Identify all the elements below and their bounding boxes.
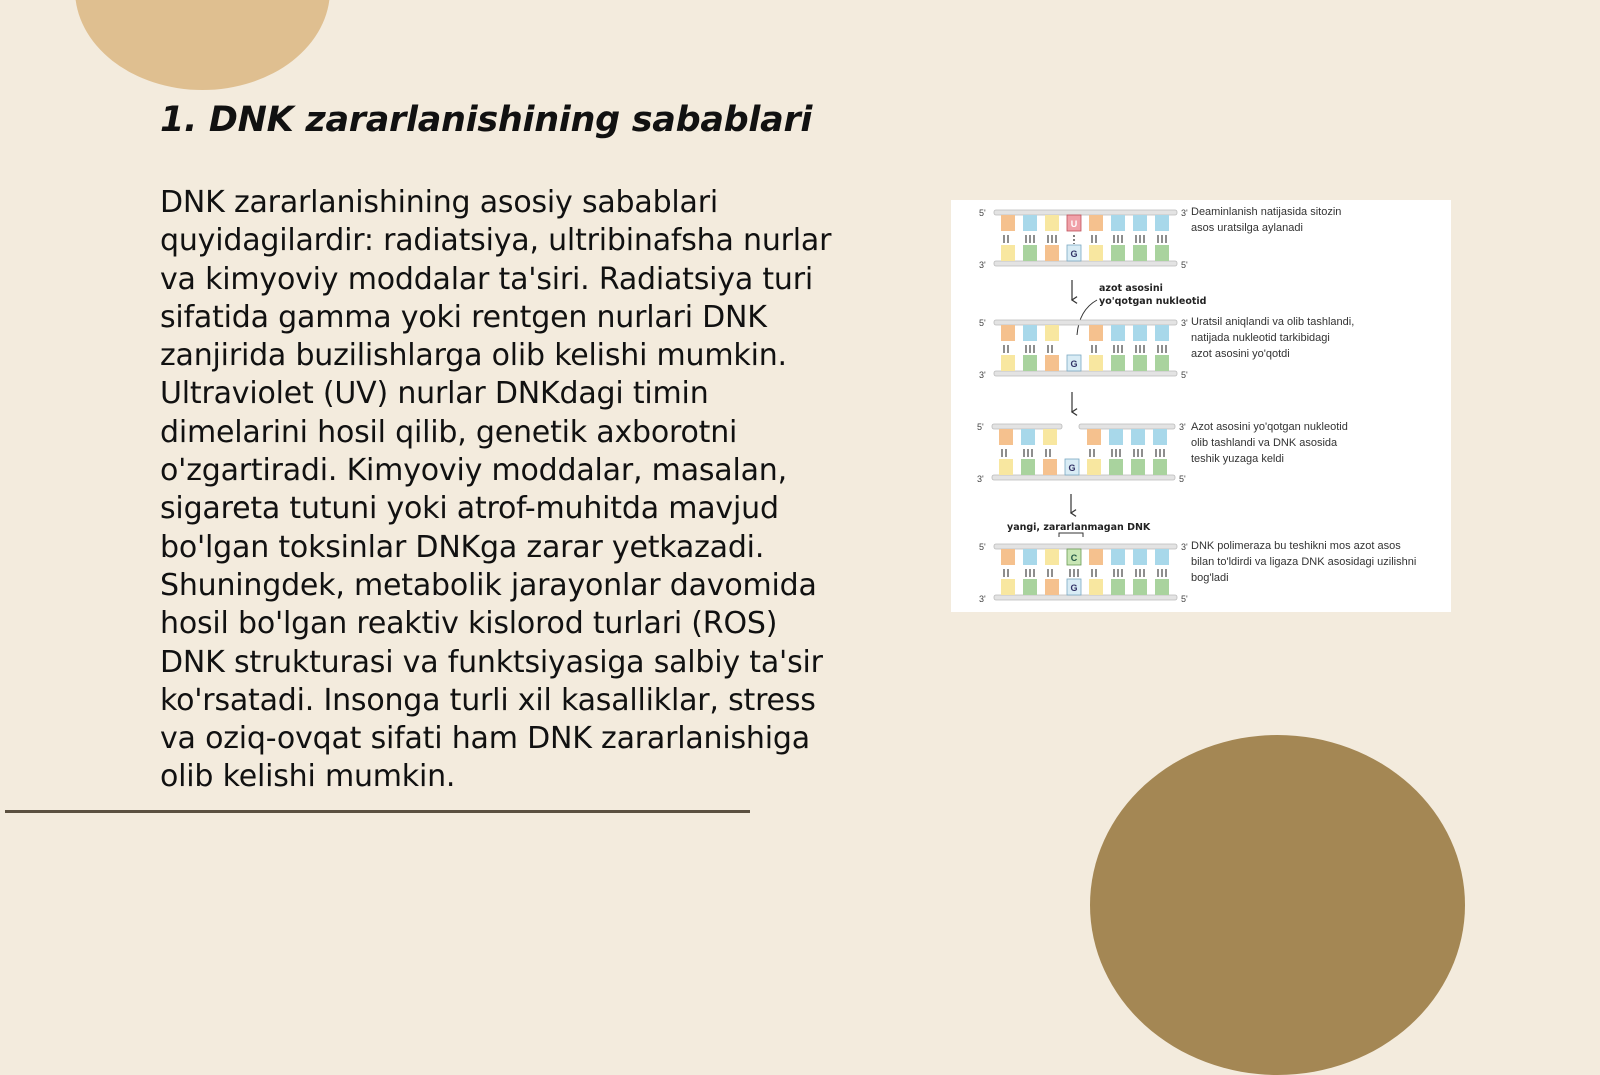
divider-line — [5, 810, 750, 813]
guanine-base: G — [1070, 359, 1078, 369]
end-label: 3' — [1181, 318, 1188, 328]
cytosine-base: C — [1070, 553, 1078, 563]
body-line: bo'lgan toksinlar DNKga zarar yetkazadi. — [160, 529, 765, 565]
step-1-strand — [979, 208, 1188, 270]
decorative-circle-bottom — [1090, 735, 1465, 1075]
body-paragraph — [160, 184, 850, 797]
end-label: 3' — [979, 370, 986, 380]
body-line: Shuningdek, metabolik jarayonlar davomida — [160, 567, 817, 603]
body-line: ko'rsatadi. Insonga turli xil kasalliklar, stress — [160, 682, 816, 718]
body-line: sigareta tutuni yoki atrof-muhitda mavjud — [160, 491, 779, 527]
body-line: dimelarini hosil qilib, genetik axborotni — [160, 414, 738, 450]
body-line: zanjirida buzilishlarga olib kelishi mumkin. — [160, 338, 787, 374]
handwritten-note: yo'qotgan nukleotid — [1099, 296, 1207, 307]
body-line: hosil bo'lgan reaktiv kislorod turlari (ROS) — [160, 606, 778, 642]
dna-repair-diagram — [951, 200, 1451, 612]
body-line: DNK strukturasi va funktsiyasiga salbiy ta'sir — [160, 644, 823, 680]
body-line: olib kelishi mumkin. — [160, 759, 456, 795]
end-label: 5' — [977, 422, 984, 432]
end-label: 5' — [979, 542, 986, 552]
body-line: sifatida gamma yoki rentgen nurlari DNK — [160, 299, 767, 335]
end-label: 5' — [979, 208, 986, 218]
step-2-caption: natijada nukleotid tarkibidagi — [1191, 332, 1330, 344]
guanine-base: G — [1068, 463, 1076, 473]
step-4-caption: bog'ladi — [1191, 572, 1229, 584]
body-line: Ultraviolet (UV) nurlar DNKdagi timin — [160, 376, 709, 412]
end-label: 3' — [977, 474, 984, 484]
guanine-base: G — [1070, 583, 1078, 593]
end-label: 3' — [979, 260, 986, 270]
step-4-caption: DNK polimeraza bu teshikni mos azot asos — [1191, 540, 1401, 552]
step-3-strand — [977, 422, 1186, 484]
step-1-caption: asos uratsilga aylanadi — [1191, 222, 1303, 234]
end-label: 5' — [1181, 594, 1188, 604]
body-line: va oziq-ovqat sifati ham DNK zararlanishiga — [160, 721, 810, 757]
step-4-strand — [979, 542, 1188, 604]
step-4-caption: bilan to'ldirdi va ligaza DNK asosidagi uzilishni — [1191, 556, 1417, 568]
end-label: 5' — [979, 318, 986, 328]
step-3-caption: olib tashlandi va DNK asosida — [1191, 437, 1338, 449]
step-3-caption: teshik yuzaga keldi — [1191, 453, 1284, 465]
end-label: 5' — [1181, 260, 1188, 270]
handwritten-note: yangi, zararlanmagan DNK — [1007, 522, 1151, 533]
body-line: va kimyoviy moddalar ta'siri. Radiatsiya turi — [160, 261, 814, 297]
body-line: o'zgartiradi. Kimyoviy moddalar, masalan, — [160, 453, 787, 489]
end-label: 3' — [979, 594, 986, 604]
end-label: 5' — [1179, 474, 1186, 484]
decorative-circle-top — [75, 0, 330, 90]
body-line: quyidagilardir: radiatsiya, ultribinafsha nurlar — [160, 223, 832, 259]
step-2-caption: azot asosini yo'qotdi — [1191, 348, 1290, 360]
step-2-strand — [979, 318, 1188, 380]
handwritten-note: azot asosini — [1099, 283, 1163, 294]
step-2-caption: Uratsil aniqlandi va olib tashlandi, — [1191, 316, 1355, 328]
uracil-base: U — [1070, 219, 1078, 229]
step-3-caption: Azot asosini yo'qotgan nukleotid — [1191, 421, 1348, 433]
slide-title: 1. DNK zararlanishining sabablari — [160, 100, 813, 140]
end-label: 3' — [1181, 542, 1188, 552]
dna-repair-figure — [951, 200, 1451, 612]
end-label: 3' — [1181, 208, 1188, 218]
end-label: 3' — [1179, 422, 1186, 432]
body-line: DNK zararlanishining asosiy sabablari — [160, 185, 719, 220]
end-label: 5' — [1181, 370, 1188, 380]
guanine-base: G — [1070, 249, 1078, 259]
step-1-caption: Deaminlanish natijasida sitozin — [1191, 206, 1342, 218]
